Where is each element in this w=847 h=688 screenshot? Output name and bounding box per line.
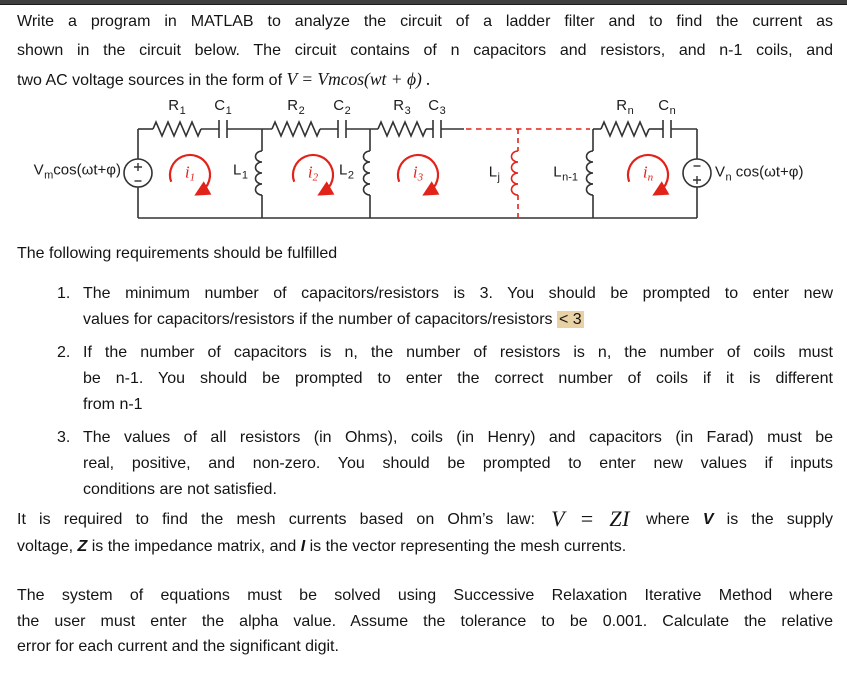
mesh-current-label-i3: $i_3$ [412,162,424,184]
top-border-bar [0,0,847,5]
requirements-list [17,281,833,510]
item-3-line-2: real, positive, and non-zero. You should be prompted to enter new values if inputs [83,455,833,472]
item-2-line-2: be n-1. You should be prompted to enter the correct number of coils if it is different [83,370,833,387]
solver-line-1: The system of equations must be solved using Successive Relaxation Iterative Method where [17,587,833,604]
ohm-line-2-pre: voltage, [17,538,78,555]
item-3-number: 3. [57,429,71,446]
coil-ln1-symbol [586,151,593,195]
ohms-law-paragraph [17,506,833,560]
capacitor-label-c2: $C_2$ [333,97,351,117]
item-1-line-2-text: values for capacitors/resistors if the number of capacitors/resistors [83,311,557,328]
highlighted-condition: < 3 [558,311,582,328]
capacitor-label-c3: $C_3$ [428,97,446,117]
solver-line-3: error for each current and the significant digit. [17,638,339,655]
ohm-line-1-end: is the supply [713,511,834,528]
item-1-line-2 [83,307,833,333]
ohm-line-2-mid: is the impedance matrix, and [87,538,301,555]
item-2-number: 2. [57,344,71,361]
item-2-line-1: If the number of capacitors is n, the number of resistors is n, the number of coils must [83,344,833,361]
ohm-line-1 [17,506,833,533]
resistor-r3-symbol [378,122,426,136]
resistor-r2-symbol [272,122,320,136]
item-3-line-1: The values of all resistors (in Ohms), coils (in Henry) and capacitors (in Farad) must be [83,429,833,446]
intro-line-1: Write a program in MATLAB to analyze the circuit of a ladder filter and to find the current as [17,13,833,30]
resistor-label-r3: $R_3$ [393,97,411,117]
item-1-number: 1. [57,285,71,302]
ohm-line-1-pre: It is required to find the mesh currents based on Ohm’s law: [17,511,549,528]
mesh-current-label-in: $i_n$ [642,162,654,184]
variable-v: V [702,511,714,528]
resistor-r1-symbol [153,122,201,136]
resistor-rn-symbol [601,122,649,136]
mesh-current-label-i1: $i_1$ [184,162,196,184]
coil-label-l2: $L_2$ [339,161,354,182]
requirement-item-2 [17,340,833,418]
intro-line-3 [17,65,833,95]
capacitor-label-c1: $C_1$ [214,97,232,117]
coil-label-l1: $L_1$ [233,161,248,182]
ohm-line-1-mid: where [632,511,703,528]
resistor-label-r1: $R_1$ [168,97,186,117]
source-left-label: $V_m\cos(\omega t+\varphi)$ [33,161,121,182]
coil-label-lj: $L_j$ [488,163,500,184]
mesh-current-label-i2: $i_2$ [307,162,319,184]
coil-l1-symbol [255,151,262,195]
capacitor-c1-symbol [219,120,227,138]
item-2-line-3: from n-1 [83,396,143,413]
coil-lj-symbol [511,151,518,195]
requirement-item-3 [17,425,833,503]
ladder-filter-circuit-diagram [0,95,847,235]
item-1-line-1: The minimum number of capacitors/resistors is 3. You should be prompted to enter new [83,285,833,302]
solver-paragraph [17,583,833,660]
capacitor-cn-symbol [663,120,671,138]
capacitor-c3-symbol [433,120,441,138]
source-right-label: $V_n$ cos(ωt+φ) [715,163,804,184]
capacitor-c2-symbol [338,120,346,138]
intro-paragraph [17,7,833,95]
ohm-line-2-end: is the vector representing the mesh currents. [305,538,627,555]
variable-z: Z [77,538,88,555]
solver-line-2: the user must enter the alpha value. Assume the tolerance to be 0.001. Calculate the relative [17,612,833,630]
capacitor-label-cn: $C_n$ [658,97,676,117]
voltage-formula: V = Vmcos(wt + ϕ) . [286,69,431,89]
resistor-label-r2: $R_2$ [287,97,305,117]
requirement-item-1 [17,281,833,333]
item-3-line-3: conditions are not satisfied. [83,481,277,498]
resistor-label-rn: $R_n$ [616,97,634,117]
coil-label-ln-1: $L_{n-1}$ [553,163,578,184]
intro-line-2: shown in the circuit below. The circuit contains of n capacitors and resistors, and n-1 coils, and [17,42,833,59]
variable-i: I [300,538,306,555]
requirements-heading: The following requirements should be fulfilled [17,245,338,262]
intro-line-3-text: two AC voltage sources in the form of [17,72,287,89]
coil-l2-symbol [363,151,370,195]
ohms-law-formula: V = ZI [551,506,630,531]
ohm-line-2 [17,533,833,560]
